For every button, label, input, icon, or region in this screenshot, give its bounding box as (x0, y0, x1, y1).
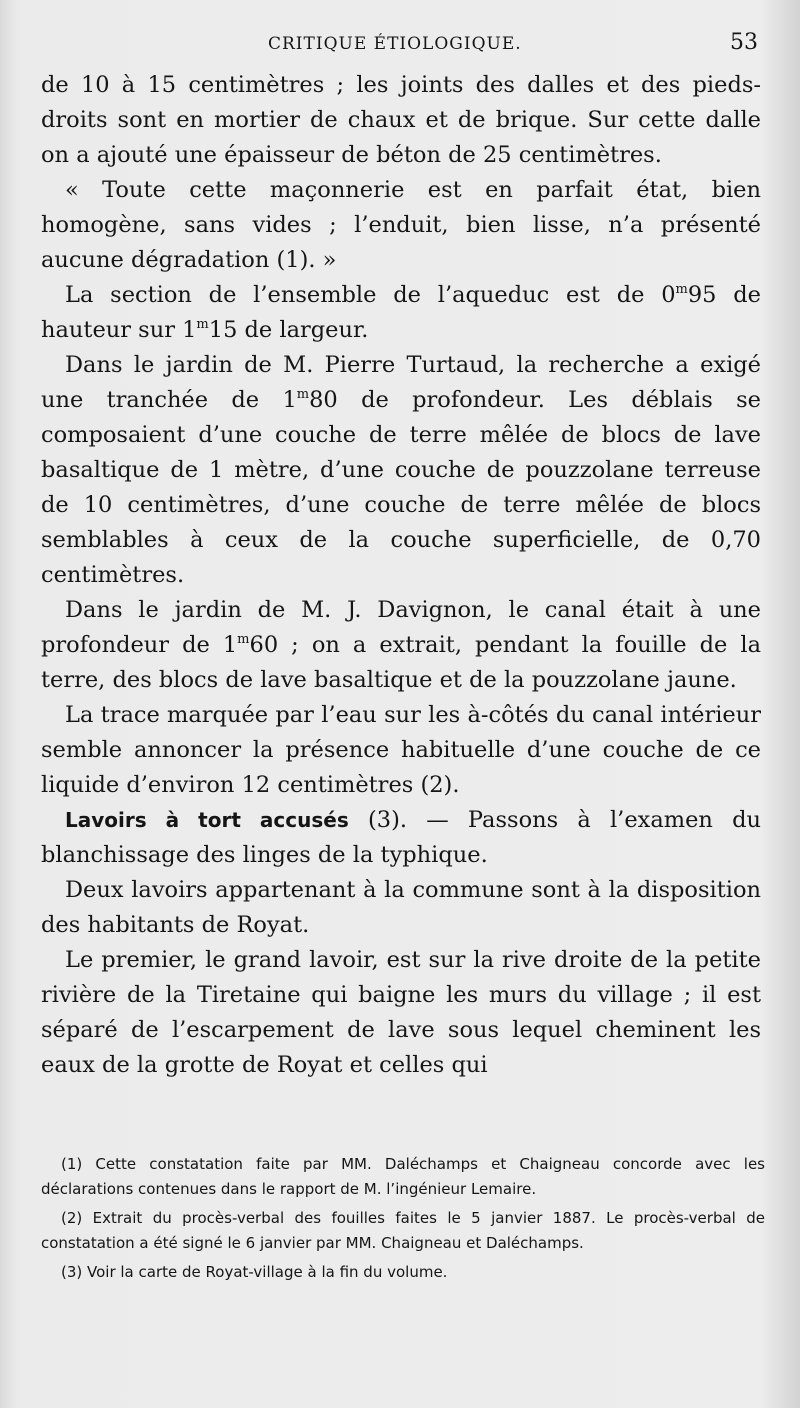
footnote-2: (2) Extrait du procès-verbal des fouilles faites le 5 janvier 1887. Le procès-verbal de constatation a été signé le 6 janvier par MM. Chaigneau et Daléchamps. (41, 1209, 765, 1252)
paragraph-text: La trace marquée par l’eau sur les à-côtés du canal intérieur semble annoncer la présence habituelle d’une couche de ce liquide d’environ 12 centimètres (2). (41, 702, 761, 798)
paragraph-text: « Toute cette maçonnerie est en parfait état, bien homogène, sans vides ; l’enduit, bien lisse, n’a présenté aucune dégradation (1). » (41, 177, 761, 273)
superscript-unit: m (296, 387, 310, 402)
text-run: Dans le jardin de M. Pierre Turtaud, la recherche a exigé une tranchée de 1 (41, 352, 761, 413)
paragraph-section (41, 278, 761, 348)
text-run: 15 de largeur. (208, 317, 369, 343)
paragraph-quote (41, 173, 761, 278)
text-run: 95 de hauteur sur 1 (41, 282, 761, 343)
paragraph-text: Le premier, le grand lavoir, est sur la rive droite de la petite rivière de la Tiretaine qui baigne les murs du village ; il est séparé de l’escarpement de lave sous lequel cheminent les eaux de la grotte de Royat et celles qui (41, 947, 761, 1078)
footnotes (41, 1152, 765, 1289)
page-header (0, 30, 800, 60)
section-heading: Lavoirs à tort accusés (65, 808, 349, 832)
superscript-unit: m (675, 282, 688, 297)
text-run: 80 de profondeur. Les déblais se composaient d’une couche de terre mêlée de blocs de lave basaltique de 1 mètre, d’une couche de pouzzolane terreuse de 10 centimètres, d’une couche de terre mêlée de blocs semblables à ceux de la couche superficielle, de 0,70 centimètres. (41, 387, 762, 588)
running-title: CRITIQUE ÉTIOLOGIQUE. (268, 34, 522, 54)
paragraph-text: de 10 à 15 centimètres ; les joints des dalles et des pieds-droits sont en mortier de chaux et de brique. Sur cette dalle on a ajouté une épaisseur de béton de 25 centimètres. (41, 72, 761, 168)
paragraph-continuation (41, 68, 761, 173)
superscript-unit: m (196, 317, 209, 332)
text-run: Dans le jardin de M. J. Davignon, le canal était à une profondeur de 1 (41, 597, 761, 658)
paragraph-turtaud (41, 348, 761, 593)
paragraph-premier-lavoir (41, 943, 761, 1083)
paragraph-trace (41, 698, 761, 803)
text-run: La section de l’ensemble de l’aqueduc est de 0 (65, 282, 676, 308)
footnote-1: (1) Cette constatation faite par MM. Daléchamps et Chaigneau concorde avec les déclarations contenues dans le rapport de M. l’ingénieur Lemaire. (41, 1155, 765, 1198)
paragraph-lavoirs (41, 803, 761, 873)
text-run: (3). — Passons à l’examen du blanchissage des linges de la typhique. (41, 807, 762, 868)
paragraph-deux-lavoirs (41, 873, 761, 943)
superscript-unit: m (237, 632, 250, 647)
footnote-3: (3) Voir la carte de Royat-village à la fin du volume. (61, 1263, 448, 1281)
text-run: 60 ; on a extrait, pendant la fouille de la terre, des blocs de lave basaltique et de la pouzzolane jaune. (41, 632, 761, 693)
paragraph-text: Deux lavoirs appartenant à la commune sont à la disposition des habitants de Royat. (41, 877, 761, 938)
body-text (41, 68, 761, 1083)
paragraph-davignon (41, 593, 761, 698)
page-number: 53 (730, 30, 758, 55)
